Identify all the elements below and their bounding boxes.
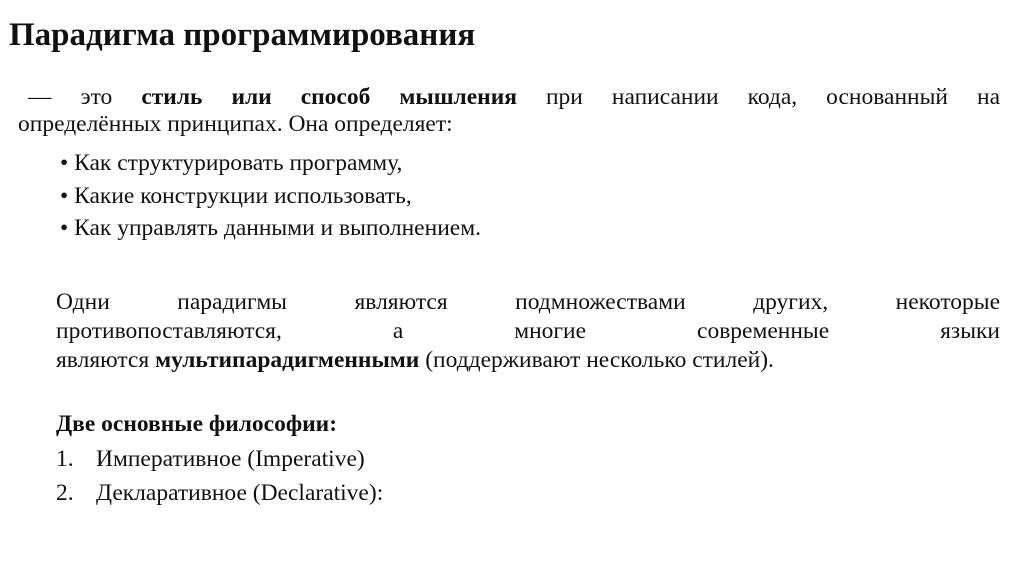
bullet-item: • Как управлять данными и выполнением. bbox=[60, 215, 481, 241]
intro-paragraph bbox=[18, 84, 1000, 138]
paragraph-line3-prefix: являются bbox=[56, 347, 156, 373]
paragraph-word: современные bbox=[697, 318, 830, 344]
philosophies-list bbox=[56, 446, 383, 513]
intro-second-line: определённых принципах. Она определяет: bbox=[18, 111, 453, 137]
philosophy-text: Декларативное (Declarative): bbox=[96, 479, 384, 506]
intro-bold-phrase: стиль или способ мышления bbox=[141, 84, 517, 110]
philosophy-item bbox=[56, 446, 383, 480]
paragraph-word: многие bbox=[514, 318, 587, 344]
slide-title: Парадигма программирования bbox=[9, 17, 476, 53]
philosophy-number: 1. bbox=[56, 446, 74, 472]
intro-rest-line1: при написании кода, основанный на bbox=[516, 84, 1000, 110]
paragraph-line3-suffix: (поддерживают несколько стилей). bbox=[419, 347, 774, 373]
philosophy-number: 2. bbox=[56, 479, 74, 506]
intro-dash-prefix: — это bbox=[28, 84, 142, 110]
philosophies-heading: Две основные философии: bbox=[56, 411, 338, 437]
paragraph-line1: Одни парадигмы являются подмножествами других, некоторые bbox=[56, 289, 1000, 315]
bullet-item: • Какие конструкции использовать, bbox=[60, 182, 412, 209]
philosophy-text: Императивное (Imperative) bbox=[96, 446, 365, 472]
intro-first-line bbox=[18, 84, 1000, 111]
paragraph-bold-term: мультипарадигменными bbox=[155, 347, 420, 373]
bullet-list bbox=[60, 150, 481, 248]
paragraph-word: противопоставляются, bbox=[56, 318, 282, 344]
paragraph-line3 bbox=[56, 346, 1000, 375]
paragraph-word: языки bbox=[940, 318, 1000, 344]
bullet-item: • Как структурировать программу, bbox=[60, 150, 403, 176]
paragraph-line2 bbox=[56, 317, 1000, 346]
paragraph-word: а bbox=[392, 318, 404, 344]
philosophy-item bbox=[56, 480, 383, 514]
paradigms-paragraph bbox=[56, 288, 1000, 375]
